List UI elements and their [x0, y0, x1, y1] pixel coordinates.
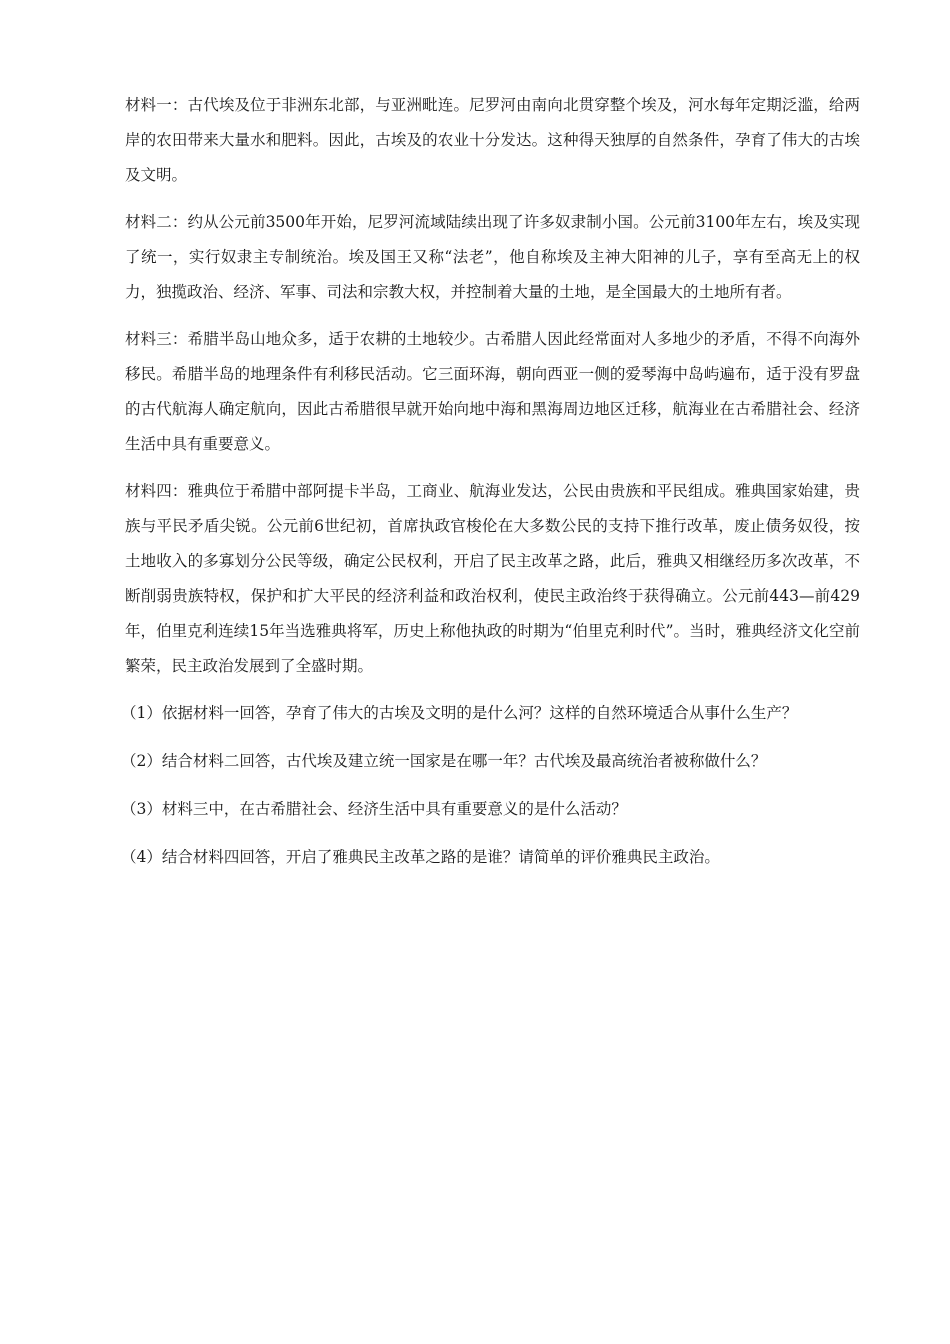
material-2: 材料二：约从公元前3500年开始，尼罗河流域陆续出现了许多奴隶制小国。公元前3100年左右，埃及实现了统一，实行奴隶主专制统治。埃及国王又称“法老”，他自称埃及主神大阳神的儿子，享有至高无上的权力，独揽政治、经济、军事、司法和宗教大权，并控制着大量的土地，是全国最大的土地所有者。: [125, 213, 860, 301]
question-4: （4）结合材料四回答，开启了雅典民主改革之路的是谁？请简单的评价雅典民主政治。: [121, 848, 720, 866]
question-1: （1）依据材料一回答，孕育了伟大的古埃及文明的是什么河？这样的自然环境适合从事什么生产？: [121, 704, 798, 722]
material-4: 材料四：雅典位于希腊中部阿提卡半岛，工商业、航海业发达，公民由贵族和平民组成。雅典国家始建，贵族与平民矛盾尖锐。公元前6世纪初，首席执政官梭伦在大多数公民的支持下推行改革，废止债务奴役，按土地收入的多寡划分公民等级，确定公民权利，开启了民主改革之路，此后，雅典又相继经历多次改革，不断削弱贵族特权，保护和扩大平民的经济利益和政治权利，使民主政治终于获得确立。公元前443—前429年，伯里克利连续15年当选雅典将军，历史上称他执政的时期为“伯里克利时代”。当时，雅典经济文化空前繁荣，民主政治发展到了全盛时期。: [125, 482, 860, 675]
question-2: （2）结合材料二回答，古代埃及建立统一国家是在哪一年？古代埃及最高统治者被称做什么？: [121, 752, 767, 770]
question-3: （3）材料三中，在古希腊社会、经济生活中具有重要意义的是什么活动？: [121, 800, 627, 818]
material-3: 材料三：希腊半岛山地众多，适于农耕的土地较少。古希腊人因此经常面对人多地少的矛盾，不得不向海外移民。希腊半岛的地理条件有利移民活动。它三面环海，朝向西亚一侧的爱琴海中岛屿遍布，适于没有罗盘的古代航海人确定航向，因此古希腊很早就开始向地中海和黑海周边地区迁移，航海业在古希腊社会、经济生活中具有重要意义。: [125, 330, 860, 453]
question-list: [121, 696, 860, 875]
document-page: [121, 88, 860, 888]
material-1: 材料一：古代埃及位于非洲东北部，与亚洲毗连。尼罗河由南向北贯穿整个埃及，河水每年定期泛滥，给两岸的农田带来大量水和肥料。因此，古埃及的农业十分发达。这种得天独厚的自然条件，孕育了伟大的古埃及文明。: [125, 96, 860, 184]
